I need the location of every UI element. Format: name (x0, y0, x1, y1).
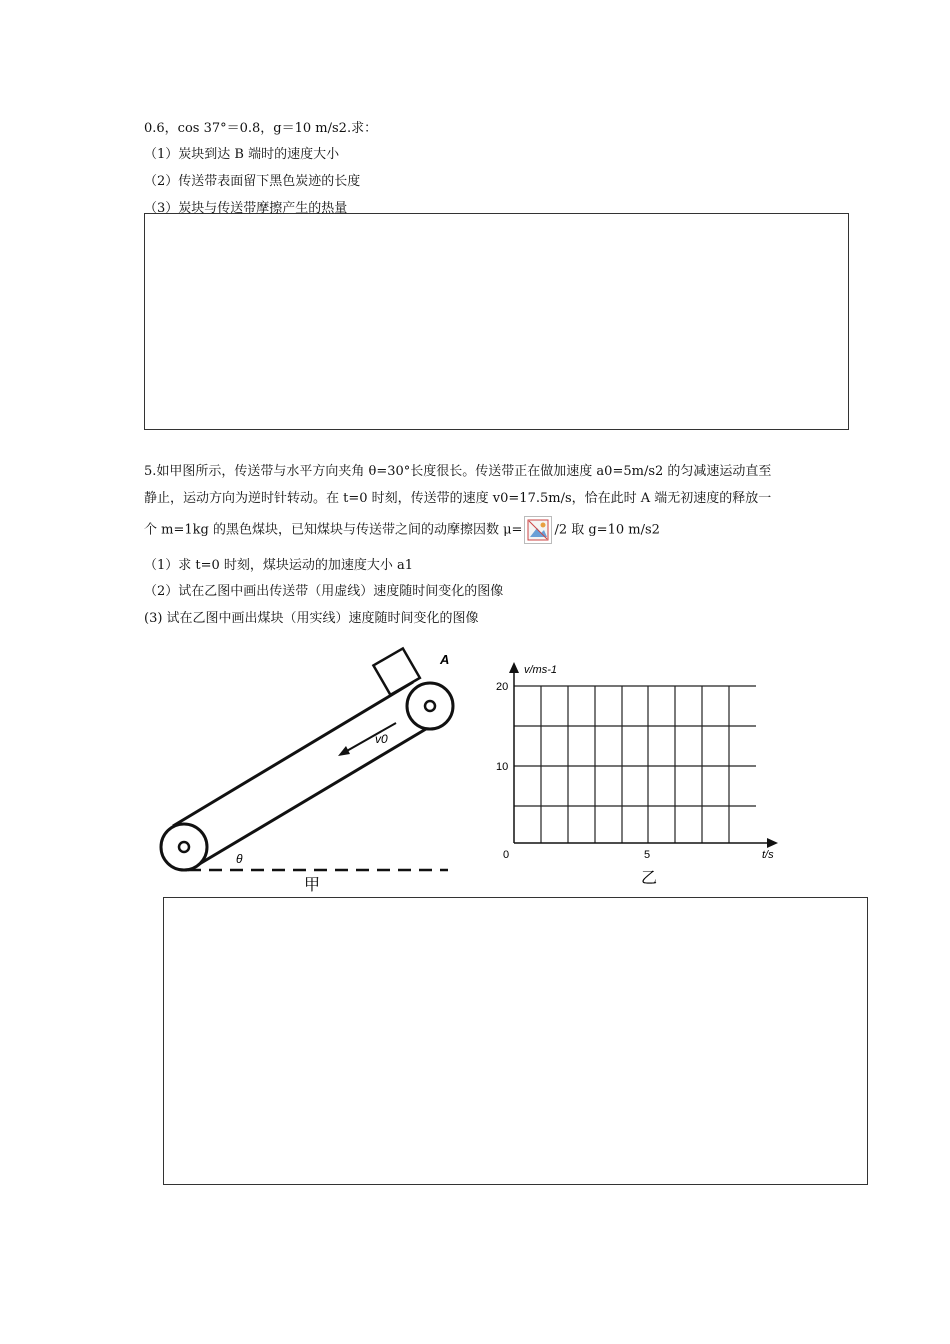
velocity-arrow (345, 723, 396, 752)
x-axis-label: t/s (762, 849, 774, 861)
y-axis-label: v/ms-1 (524, 664, 557, 676)
q5-line-3-part-b: /2 取 g=10 m/s2 (554, 522, 660, 538)
graph-grid (514, 686, 756, 843)
q5-line-3-part-a: 个 m=1kg 的黑色煤块，已知煤块与传送带之间的动摩擦因数 μ= (144, 522, 523, 538)
figures (0, 640, 950, 900)
y-axis-arrowhead (509, 662, 519, 673)
coal-block (373, 648, 419, 694)
figure-jia-conveyor (161, 648, 453, 894)
q4-given-line: 0.6，cos 37°＝0.8，g＝10 m/s2.求： (144, 121, 378, 136)
q4-subquestion-1: （1）炭块到达 B 端时的速度大小 (144, 147, 340, 162)
figure-yi-graph (496, 662, 778, 887)
caption-yi: 乙 (641, 870, 658, 887)
q5-subquestion-1: （1）求 t=0 时刻，煤块运动的加速度大小 a1 (144, 558, 414, 573)
q5-line-1: 5.如甲图所示，传送带与水平方向夹角 θ=30°长度很长。传送带正在做加速度 a0=5m/s2 的匀减速运动直至 (144, 464, 772, 479)
belt-lower-edge (196, 723, 436, 866)
label-theta: θ (236, 852, 243, 866)
x-tick-5: 5 (644, 849, 651, 861)
q5-line-3 (144, 516, 660, 544)
q4-subquestion-3: （3）炭块与传送带摩擦产生的热量 (144, 201, 348, 216)
y-tick-10: 10 (496, 761, 509, 773)
y-tick-20: 20 (496, 681, 509, 693)
q4-answer-box[interactable] (144, 213, 849, 430)
top-pulley-axle (425, 701, 435, 711)
q5-subquestion-2: （2）试在乙图中画出传送带（用虚线）速度随时间变化的图像 (144, 584, 504, 599)
q5-line-2: 静止，运动方向为逆时针转动。在 t=0 时刻，传送带的速度 v0=17.5m/s，恰在此时 A 端无初速度的释放一 (144, 491, 772, 506)
origin-label: 0 (503, 849, 510, 861)
q4-subquestion-2: （2）传送带表面留下黑色炭迹的长度 (144, 174, 361, 189)
label-A: A (440, 652, 450, 667)
broken-image-icon (524, 516, 552, 544)
bottom-pulley-axle (179, 842, 189, 852)
q5-answer-box[interactable] (163, 897, 868, 1185)
label-v0: v0 (375, 732, 388, 746)
velocity-arrowhead (338, 746, 350, 756)
belt-upper-edge (173, 682, 413, 826)
q5-subquestion-3: (3) 试在乙图中画出煤块（用实线）速度随时间变化的图像 (144, 611, 479, 626)
x-axis-arrowhead (767, 838, 778, 848)
caption-jia: 甲 (304, 877, 321, 894)
